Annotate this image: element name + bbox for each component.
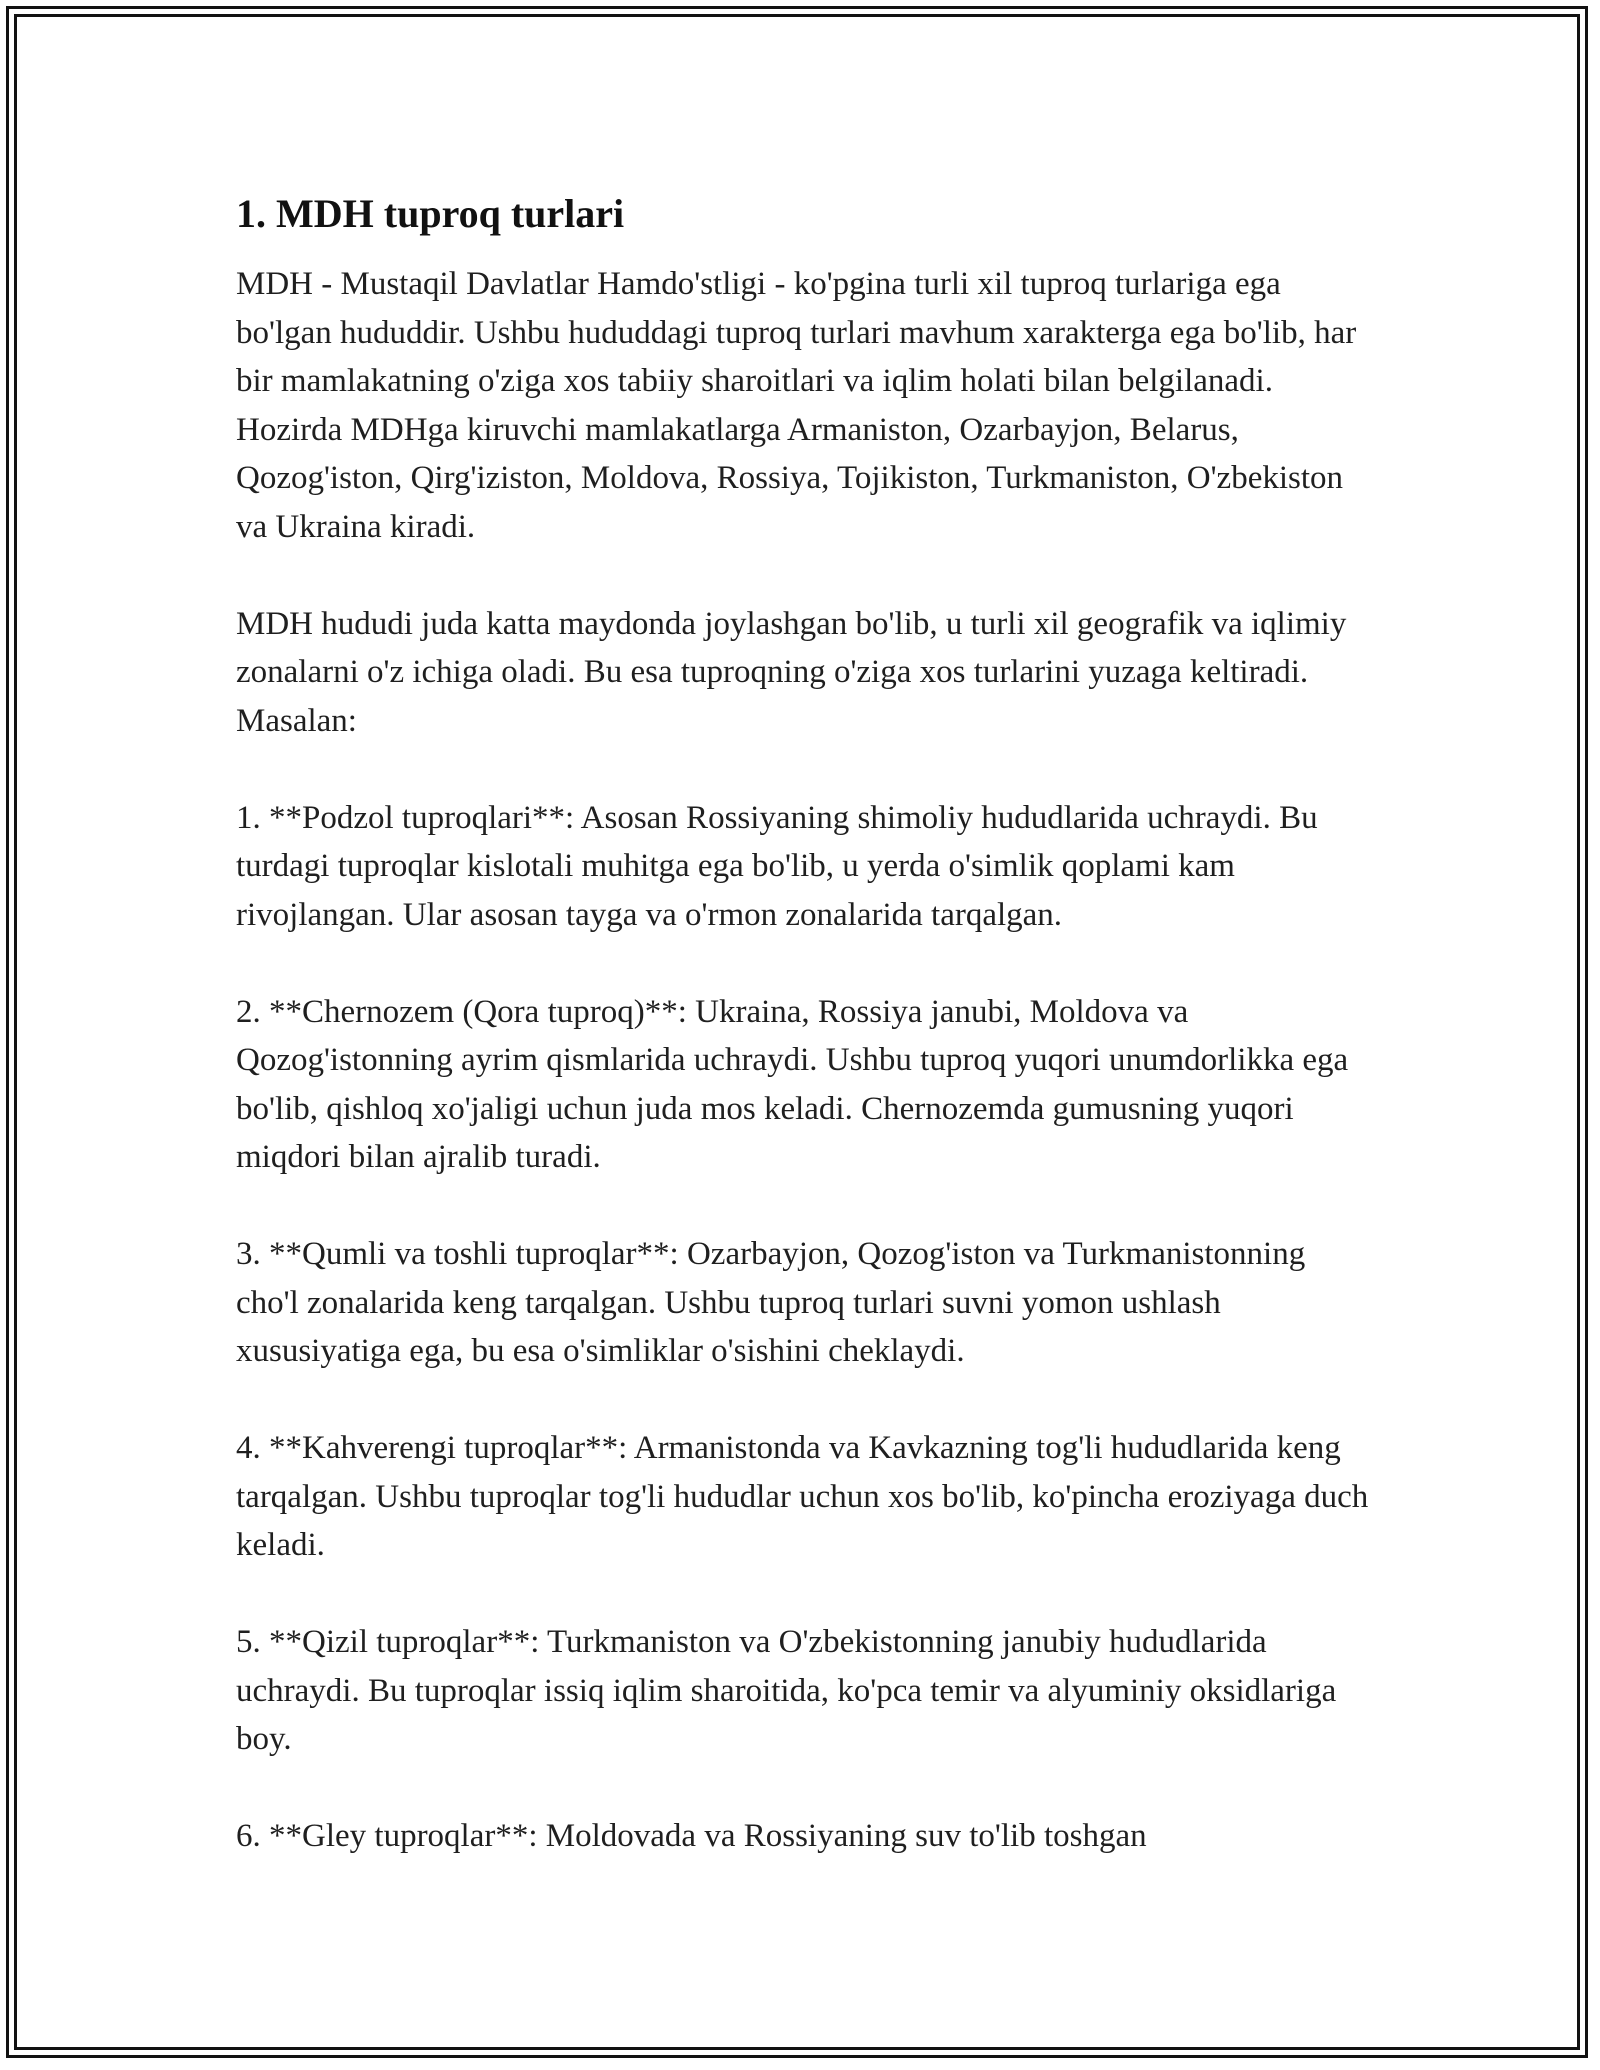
paragraph-overview: MDH hududi juda katta maydonda joylashgan bo'lib, u turli xil geografik va iqlimiy zonalarni o'z ichiga oladi. Bu esa tuproqning o'ziga xos turlarini yuzaga keltiradi. Masalan: [236, 605, 1347, 739]
list-item-chernozem: 2. **Chernozem (Qora tuproq)**: Ukraina, Rossiya janubi, Moldova va Qozog'istonning ayrim qismlarida uchraydi. Ushbu tuproq yuqori unumdorlikka ega bo'lib, qishloq xo'jaligi uchun juda mos keladi. Chernozemda gumusning yuqori miqdori bilan ajralib turadi. [236, 993, 1349, 1175]
document-body [236, 188, 1376, 1909]
paragraph-intro: MDH - Mustaqil Davlatlar Hamdo'stligi - ko'pgina turli xil tuproq turlariga ega bo'lgan hududdir. Ushbu hududdagi tuproq turlari mavhum xarakterga ega bo'lib, har bir mamlakatning o'ziga xos tabiiy sharoitlari va iqlim holati bilan belgilanadi. Hozirda MDHga kiruvchi mamlakatlarga Armaniston, Ozarbayjon, Belarus, Qozog'iston, Qirg'iziston, Moldova, Rossiya, Tojikiston, Turkmaniston, O'zbekiston va Ukraina kiradi. [236, 266, 1357, 545]
list-item-red: 5. **Qizil tuproqlar**: Turkmaniston va O'zbekistonning janubiy hududlarida uchraydi. Bu tuproqlar issiq iqlim sharoitida, ko'pca temir va alyuminiy oksidlariga boy. [236, 1624, 1337, 1757]
section-heading: 1. MDH tuproq turlari [236, 191, 625, 236]
list-item-gley: 6. **Gley tuproqlar**: Moldovada va Rossiyaning suv to'lib toshgan [236, 1818, 1147, 1854]
list-item-brown: 4. **Kahverengi tuproqlar**: Armanistonda va Kavkazning tog'li hududlarida keng tarqalgan. Ushbu tuproqlar tog'li hududlar uchun xos bo'lib, ko'pincha eroziyaga duch keladi. [236, 1430, 1369, 1563]
list-item-sandy-rocky: 3. **Qumli va toshli tuproqlar**: Ozarbayjon, Qozog'iston va Turkmanistonning cho'l zonalarida keng tarqalgan. Ushbu tuproq turlari suvni yomon ushlash xususiyatiga ega, bu esa o'simliklar o'sishini cheklaydi. [236, 1236, 1306, 1369]
list-item-podzol: 1. **Podzol tuproqlari**: Asosan Rossiyaning shimoliy hududlarida uchraydi. Bu turdagi tuproqlar kislotali muhitga ega bo'lib, u yerda o'simlik qoplami kam rivojlangan. Ular asosan tayga va o'rmon zonalarida tarqalgan. [236, 799, 1318, 933]
